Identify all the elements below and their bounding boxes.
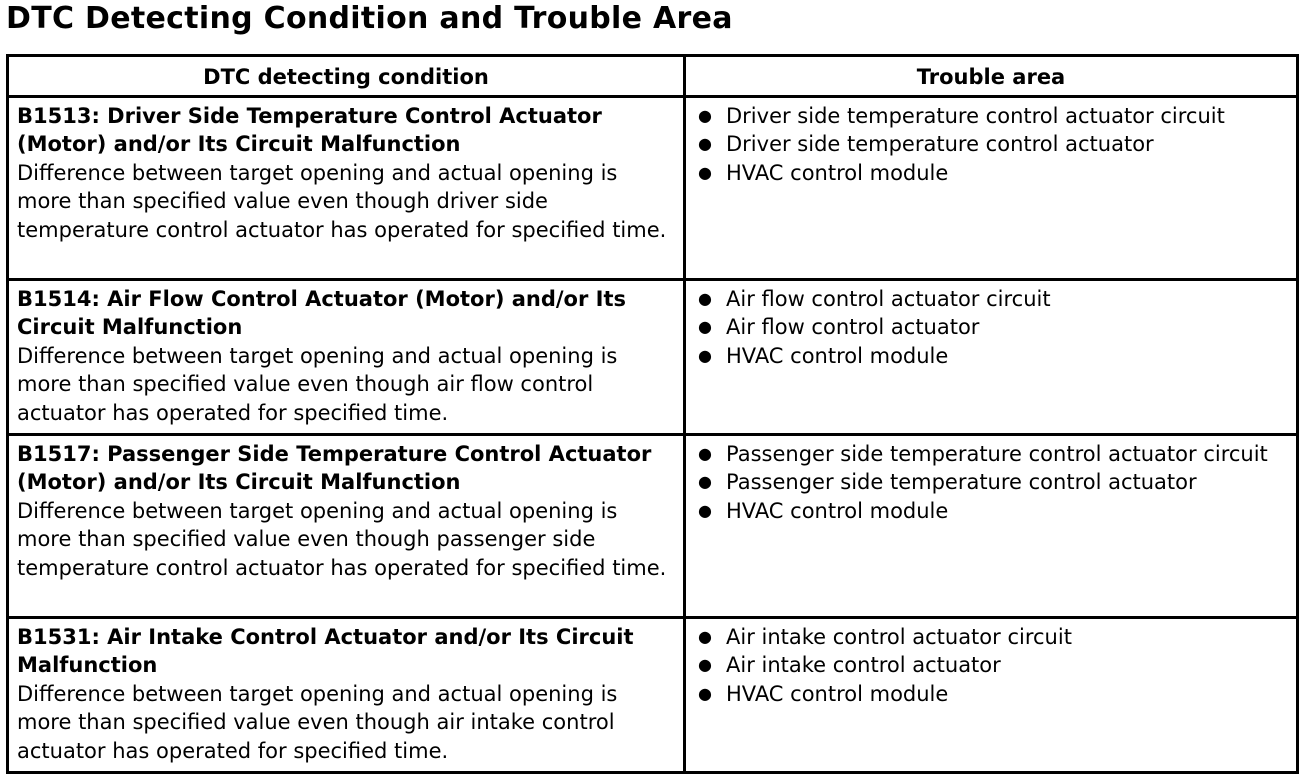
bullet-icon: ●: [698, 105, 712, 125]
list-item: [694, 342, 1292, 371]
header-trouble-area: Trouble area: [685, 56, 1298, 97]
list-item: [694, 285, 1292, 314]
bullet-icon: ●: [698, 134, 712, 153]
trouble-area-text: Air flow control actuator circuit: [726, 286, 1051, 311]
dtc-condition-description: Difference between target opening and actual opening is more than specified value even though driver side temperature control actuator has operated for specified time.: [17, 160, 667, 242]
bullet-icon: ●: [698, 472, 712, 491]
trouble-area-list: [694, 440, 1292, 526]
table-row: [8, 96, 1298, 279]
trouble-area-text: Air intake control actuator circuit: [726, 624, 1072, 649]
trouble-area-text: Air intake control actuator: [726, 653, 1001, 677]
trouble-area-text: Passenger side temperature control actuator: [726, 470, 1197, 494]
trouble-area-text: Passenger side temperature control actuator circuit: [726, 441, 1268, 466]
list-item: [694, 130, 1292, 159]
bullet-icon: ●: [698, 317, 712, 336]
table-header-row: [8, 56, 1298, 97]
detecting-condition-cell: [8, 434, 685, 617]
bullet-icon: ●: [698, 345, 712, 365]
trouble-area-text: HVAC control module: [726, 160, 949, 185]
trouble-area-text: HVAC control module: [726, 498, 949, 523]
header-detecting-condition: DTC detecting condition: [8, 56, 685, 97]
dtc-table: [6, 54, 1299, 774]
bullet-icon: ●: [698, 443, 712, 463]
dtc-code-title: B1514: Air Flow Control Actuator (Motor) and/or Its Circuit Malfunction: [17, 286, 626, 339]
dtc-code-title: B1531: Air Intake Control Actuator and/or Its Circuit Malfunction: [17, 624, 634, 677]
list-item: [694, 102, 1292, 131]
trouble-area-cell: [685, 434, 1298, 617]
trouble-area-list: [694, 285, 1292, 371]
bullet-icon: ●: [698, 500, 712, 520]
list-item: [694, 159, 1292, 188]
page-title: DTC Detecting Condition and Trouble Area: [6, 1, 733, 36]
list-item: [694, 313, 1292, 342]
dtc-condition-description: Difference between target opening and actual opening is more than specified value even though air intake control actuator has operated for specified time.: [17, 681, 618, 763]
bullet-icon: ●: [698, 683, 712, 703]
bullet-icon: ●: [698, 162, 712, 182]
trouble-area-cell: [685, 279, 1298, 434]
dtc-code-title: B1513: Driver Side Temperature Control Actuator (Motor) and/or Its Circuit Malfunction: [17, 103, 602, 156]
detecting-condition-cell: [8, 279, 685, 434]
list-item: [694, 497, 1292, 526]
dtc-condition-description: Difference between target opening and actual opening is more than specified value even though passenger side temperature control actuator has operated for specified time.: [17, 498, 667, 580]
detecting-condition-cell: [8, 96, 685, 279]
list-item: [694, 651, 1292, 680]
table-row: [8, 434, 1298, 617]
list-item: [694, 623, 1292, 652]
dtc-code-title: B1517: Passenger Side Temperature Control Actuator (Motor) and/or Its Circuit Malfunction: [17, 441, 652, 494]
list-item: [694, 468, 1292, 497]
trouble-area-text: Air flow control actuator: [726, 315, 980, 339]
trouble-area-list: [694, 623, 1292, 709]
trouble-area-text: Driver side temperature control actuator circuit: [726, 103, 1225, 128]
bullet-icon: ●: [698, 655, 712, 674]
bullet-icon: ●: [698, 288, 712, 308]
trouble-area-text: HVAC control module: [726, 681, 949, 706]
list-item: [694, 680, 1292, 709]
trouble-area-cell: [685, 617, 1298, 772]
trouble-area-text: HVAC control module: [726, 343, 949, 368]
table-row: [8, 279, 1298, 434]
dtc-condition-description: Difference between target opening and actual opening is more than specified value even though air flow control actuator has operated for specified time.: [17, 343, 618, 425]
trouble-area-text: Driver side temperature control actuator: [726, 132, 1154, 156]
list-item: [694, 440, 1292, 469]
bullet-icon: ●: [698, 626, 712, 646]
trouble-area-list: [694, 102, 1292, 188]
table-row: [8, 617, 1298, 772]
trouble-area-cell: [685, 96, 1298, 279]
detecting-condition-cell: [8, 617, 685, 772]
